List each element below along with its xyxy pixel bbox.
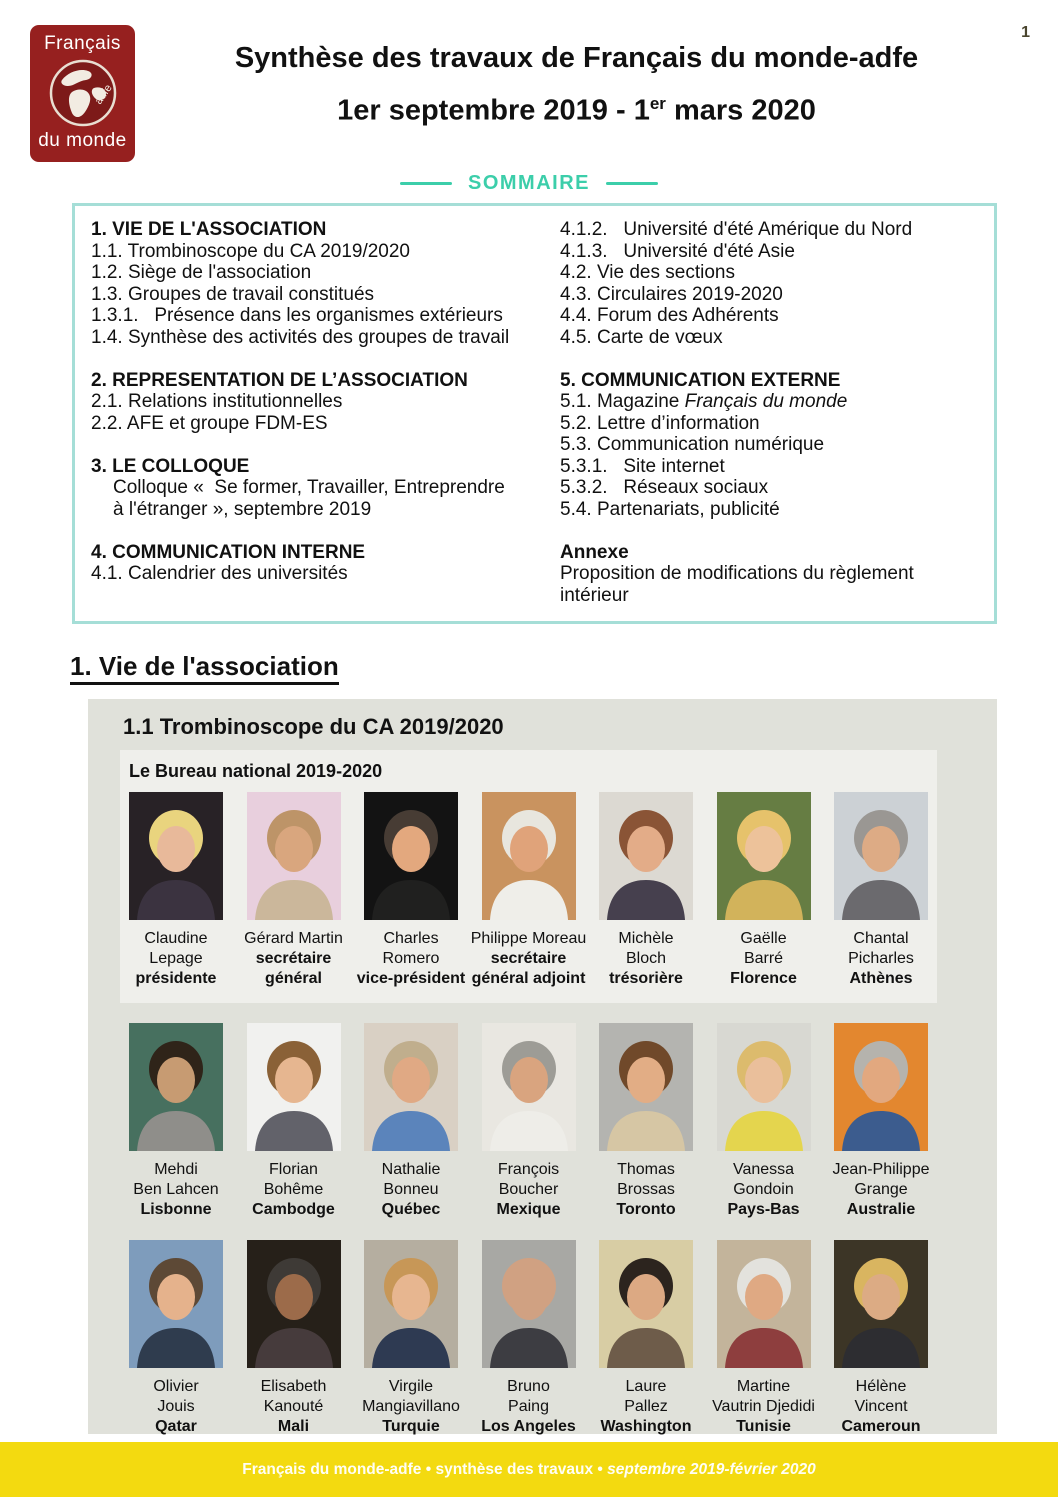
member-name: Lepage bbox=[149, 950, 203, 967]
member-caption bbox=[357, 929, 465, 989]
member-role: Cambodge bbox=[252, 1201, 335, 1218]
page-header bbox=[0, 0, 1058, 162]
member-role: général adjoint bbox=[471, 970, 586, 987]
member-card bbox=[834, 1240, 928, 1437]
member-name: Ben Lahcen bbox=[133, 1181, 219, 1198]
member-caption bbox=[382, 1160, 441, 1220]
toc-entry: 5.3.1. Site internet bbox=[560, 455, 725, 477]
toc-entry: 1.3.1. Présence dans les organismes extérieurs bbox=[91, 305, 503, 326]
member-photo bbox=[599, 1023, 693, 1151]
member-role: Athènes bbox=[849, 970, 913, 987]
toc-entry: 4.1. Calendrier des universités bbox=[91, 563, 348, 584]
member-name: Hélène bbox=[855, 1378, 907, 1395]
toc-entry: 1.3. Groupes de travail constitués bbox=[91, 283, 375, 305]
member-name: Laure bbox=[625, 1378, 667, 1395]
bureau-panel-title: Le Bureau national 2019-2020 bbox=[129, 761, 383, 781]
toc-column-right bbox=[560, 219, 980, 606]
member-name: Gondoin bbox=[733, 1181, 794, 1198]
member-name: Barré bbox=[743, 950, 784, 967]
member-name: Romero bbox=[382, 950, 440, 967]
member-card bbox=[356, 792, 466, 989]
toc-entry: Proposition de modifications du règlement intérieur bbox=[560, 563, 914, 606]
member-name: Claudine bbox=[144, 930, 208, 947]
member-card bbox=[247, 1023, 341, 1220]
member-caption bbox=[848, 929, 914, 989]
toc-entry: 4.4. Forum des Adhérents bbox=[560, 305, 779, 326]
member-caption bbox=[471, 929, 587, 989]
member-card bbox=[834, 792, 928, 989]
toc-entry: 5.4. Partenariats, publicité bbox=[560, 498, 780, 520]
toc-entry: 5.2. Lettre d’information bbox=[560, 412, 760, 434]
member-name: Charles bbox=[383, 930, 439, 947]
toc-entry: 4. COMMUNICATION INTERNE bbox=[91, 541, 366, 563]
member-photo bbox=[482, 792, 576, 920]
member-card bbox=[129, 1240, 223, 1437]
logo-text-top: Français bbox=[44, 33, 121, 54]
member-name: Vincent bbox=[854, 1398, 908, 1415]
member-role: Québec bbox=[381, 1201, 441, 1218]
toc-group bbox=[91, 219, 560, 348]
member-photo bbox=[364, 1023, 458, 1151]
toc-entry: 5. COMMUNICATION EXTERNE bbox=[560, 369, 841, 391]
member-card bbox=[470, 792, 587, 989]
member-card bbox=[717, 792, 811, 989]
sommaire-right-rule bbox=[606, 182, 658, 185]
sommaire-label-text: SOMMAIRE bbox=[468, 172, 590, 194]
member-role: général bbox=[265, 970, 322, 987]
toc-entry: 5.3. Communication numérique bbox=[560, 434, 825, 455]
toc-entry: à l'étranger », septembre 2019 bbox=[113, 498, 372, 520]
member-photo bbox=[717, 1023, 811, 1151]
member-card bbox=[244, 792, 343, 989]
member-photo bbox=[599, 1240, 693, 1368]
toc-entry: 1. VIE DE L'ASSOCIATION bbox=[91, 219, 327, 240]
toc-entry: 2.2. AFE et groupe FDM-ES bbox=[91, 412, 328, 434]
toc-column-left bbox=[91, 219, 560, 606]
member-card bbox=[599, 1240, 693, 1437]
section-heading: 1. Vie de l'association bbox=[70, 651, 1058, 682]
member-name: Philippe Moreau bbox=[470, 930, 587, 947]
member-name: Mehdi bbox=[154, 1161, 198, 1178]
member-photo bbox=[717, 1240, 811, 1368]
member-card bbox=[717, 1023, 811, 1220]
toc-group bbox=[560, 370, 980, 521]
member-name: Elisabeth bbox=[260, 1378, 327, 1395]
member-photo bbox=[834, 792, 928, 920]
document-title bbox=[135, 25, 1018, 162]
member-photo bbox=[247, 1023, 341, 1151]
member-photo bbox=[364, 1240, 458, 1368]
member-row-3 bbox=[129, 1240, 928, 1437]
page-footer bbox=[0, 1442, 1058, 1497]
table-of-contents bbox=[72, 203, 997, 624]
toc-entry: 3. LE COLLOQUE bbox=[91, 455, 250, 477]
member-photo bbox=[247, 1240, 341, 1368]
member-caption bbox=[841, 1377, 920, 1437]
member-caption bbox=[252, 1160, 335, 1220]
toc-entry: 2.1. Relations institutionnelles bbox=[91, 391, 343, 412]
member-role: Pays-Bas bbox=[727, 1201, 800, 1218]
member-photo bbox=[717, 792, 811, 920]
member-caption bbox=[616, 1160, 675, 1220]
member-name: Bonneu bbox=[383, 1181, 439, 1198]
member-name: Brossas bbox=[617, 1181, 675, 1198]
toc-entry: 1.2. Siège de l'association bbox=[91, 262, 312, 283]
member-name: Thomas bbox=[617, 1161, 675, 1178]
member-name: Jean-Philippe bbox=[832, 1161, 930, 1178]
member-card bbox=[482, 1240, 576, 1437]
member-name: Bloch bbox=[625, 950, 666, 967]
member-caption bbox=[244, 929, 343, 989]
title-line-1: Synthèse des travaux de Français du monde-adfe bbox=[234, 42, 919, 74]
member-photo bbox=[834, 1240, 928, 1368]
toc-group bbox=[91, 370, 560, 435]
member-name: Jouis bbox=[157, 1398, 195, 1415]
toc-entry: 4.1.3. Université d'été Asie bbox=[560, 240, 795, 262]
member-card bbox=[364, 1240, 458, 1437]
member-role: Lisbonne bbox=[140, 1201, 212, 1218]
member-caption bbox=[712, 1377, 815, 1437]
member-card bbox=[482, 1023, 576, 1220]
org-logo bbox=[30, 25, 135, 162]
member-role: Toronto bbox=[616, 1201, 676, 1218]
member-photo bbox=[834, 1023, 928, 1151]
member-card bbox=[834, 1023, 928, 1220]
member-role: Mexique bbox=[496, 1201, 561, 1218]
member-caption bbox=[136, 929, 217, 989]
member-role: Cameroun bbox=[841, 1418, 921, 1435]
member-caption bbox=[261, 1377, 327, 1437]
member-caption bbox=[727, 1160, 799, 1220]
member-name: Vanessa bbox=[732, 1161, 795, 1178]
toc-entry: 4.5. Carte de vœux bbox=[560, 326, 723, 348]
member-name: François bbox=[497, 1161, 560, 1178]
member-caption bbox=[496, 1160, 560, 1220]
member-name: Nathalie bbox=[381, 1161, 441, 1178]
member-photo bbox=[364, 792, 458, 920]
toc-group bbox=[560, 542, 980, 607]
member-role: secrétaire bbox=[490, 950, 567, 967]
toc-entry: 4.1.2. Université d'été Amérique du Nord bbox=[560, 219, 913, 240]
member-name: Bohême bbox=[263, 1181, 324, 1198]
title-line-2: 1er septembre 2019 - 1er mars 2020 bbox=[337, 94, 816, 127]
member-caption bbox=[133, 1160, 218, 1220]
member-role: secrétaire bbox=[255, 950, 332, 967]
member-role: Qatar bbox=[155, 1418, 197, 1435]
member-card bbox=[364, 1023, 458, 1220]
member-photo bbox=[129, 1023, 223, 1151]
member-name: Florian bbox=[269, 1161, 318, 1178]
member-caption bbox=[601, 1377, 692, 1437]
member-role: Turquie bbox=[382, 1418, 440, 1435]
member-role: Los Angeles bbox=[481, 1418, 576, 1435]
toc-entry: 4.2. Vie des sections bbox=[560, 262, 735, 283]
member-role: Washington bbox=[600, 1418, 692, 1435]
member-role: vice-président bbox=[356, 970, 466, 987]
globe-adfe-label: adfe bbox=[92, 81, 115, 107]
member-name: Paing bbox=[508, 1398, 549, 1415]
member-name: Olivier bbox=[153, 1378, 199, 1395]
footer-text: Français du monde-adfe • synthèse des travaux • septembre 2019-février 2020 bbox=[242, 1460, 816, 1478]
member-caption bbox=[481, 1377, 576, 1437]
member-role: présidente bbox=[135, 970, 217, 987]
member-card bbox=[599, 792, 693, 989]
member-name: Mangiavillano bbox=[362, 1398, 460, 1415]
toc-entry: Colloque « Se former, Travailler, Entreprendre bbox=[113, 477, 505, 498]
member-name: Kanouté bbox=[263, 1398, 324, 1415]
toc-entry: 5.1. Magazine Français du monde bbox=[560, 391, 848, 412]
member-name: Gaëlle bbox=[740, 930, 787, 947]
member-name: Gérard Martin bbox=[244, 930, 343, 947]
toc-group bbox=[91, 456, 560, 521]
page-number: 1 bbox=[1021, 24, 1030, 41]
member-caption bbox=[153, 1377, 198, 1437]
globe-icon bbox=[48, 58, 118, 128]
member-role: Mali bbox=[277, 1418, 310, 1435]
member-role: Australie bbox=[846, 1201, 916, 1218]
toc-entry: 1.4. Synthèse des activités des groupes de travail bbox=[91, 326, 510, 348]
toc-entry: 2. REPRESENTATION DE L’ASSOCIATION bbox=[91, 369, 468, 391]
subsection-heading: 1.1 Trombinoscope du CA 2019/2020 bbox=[123, 714, 504, 739]
member-name: Martine bbox=[736, 1378, 791, 1395]
sommaire-left-rule bbox=[400, 182, 452, 185]
member-card bbox=[599, 1023, 693, 1220]
member-name: Chantal bbox=[853, 930, 909, 947]
member-name: Boucher bbox=[498, 1181, 559, 1198]
member-card bbox=[247, 1240, 341, 1437]
member-photo bbox=[129, 792, 223, 920]
member-photo bbox=[129, 1240, 223, 1368]
member-card bbox=[129, 1023, 223, 1220]
toc-entry: Annexe bbox=[560, 541, 629, 563]
member-role: Florence bbox=[730, 970, 797, 987]
member-role: trésorière bbox=[609, 970, 683, 987]
member-row-2 bbox=[129, 1023, 928, 1220]
member-name: Picharles bbox=[848, 950, 914, 967]
member-caption bbox=[609, 929, 683, 989]
toc-group bbox=[560, 219, 980, 348]
logo-text-bottom: du monde bbox=[38, 130, 127, 151]
member-photo bbox=[599, 792, 693, 920]
member-row-bureau bbox=[129, 792, 928, 989]
member-photo bbox=[247, 792, 341, 920]
member-card bbox=[712, 1240, 815, 1437]
toc-entry: 1.1. Trombinoscope du CA 2019/2020 bbox=[91, 240, 411, 262]
toc-entry: 4.3. Circulaires 2019-2020 bbox=[560, 283, 783, 305]
member-role: Tunisie bbox=[736, 1418, 791, 1435]
member-name: Vautrin Djedidi bbox=[712, 1398, 815, 1415]
member-photo bbox=[482, 1240, 576, 1368]
member-caption bbox=[833, 1160, 930, 1220]
member-caption bbox=[730, 929, 797, 989]
toc-entry: 5.3.2. Réseaux sociaux bbox=[560, 477, 769, 498]
member-caption bbox=[362, 1377, 460, 1437]
member-card bbox=[129, 792, 223, 989]
member-name: Pallez bbox=[624, 1398, 668, 1415]
member-name: Bruno bbox=[507, 1378, 550, 1395]
member-name: Michèle bbox=[618, 930, 674, 947]
sommaire-heading bbox=[0, 172, 1058, 195]
member-photo bbox=[482, 1023, 576, 1151]
trombinoscope-section bbox=[88, 699, 997, 1434]
toc-group bbox=[91, 542, 560, 585]
bureau-national-panel bbox=[120, 750, 937, 1003]
member-name: Grange bbox=[854, 1181, 908, 1198]
member-name: Virgile bbox=[388, 1378, 434, 1395]
